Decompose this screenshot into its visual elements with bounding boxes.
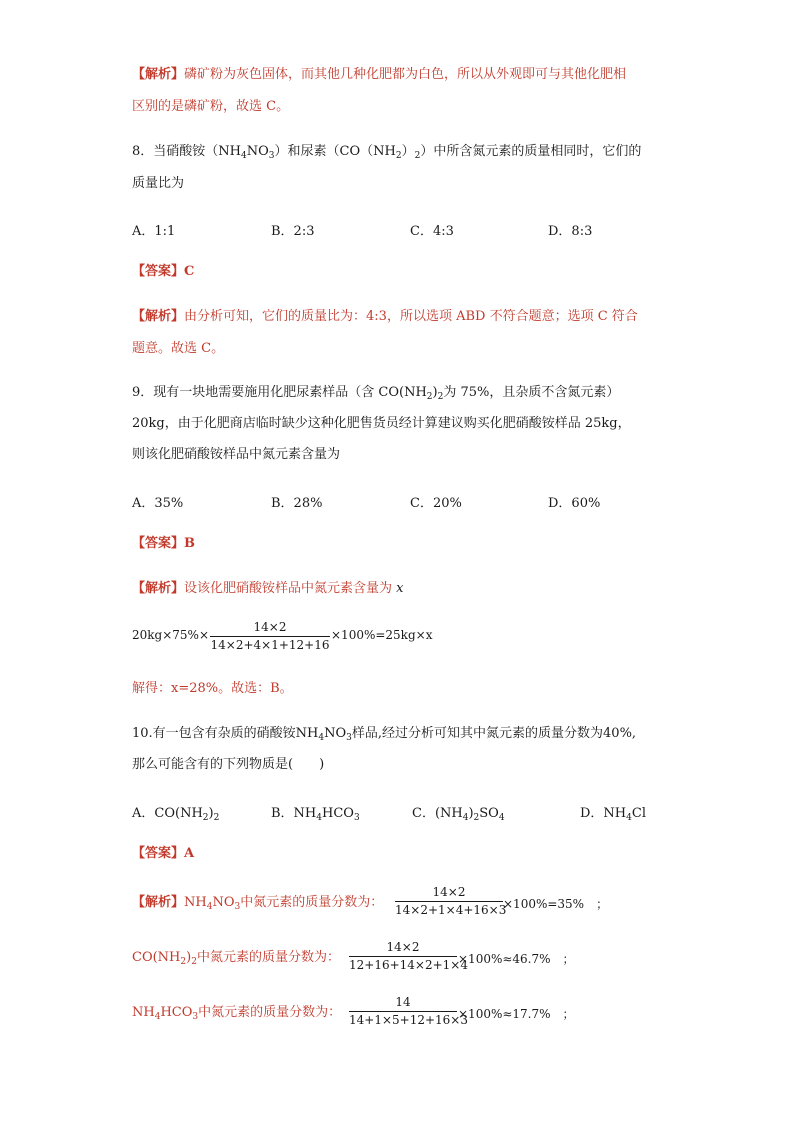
q8-analysis-line2: 题意。故选 C。 — [132, 341, 225, 356]
q9-option-a[interactable]: A．35% — [132, 496, 184, 511]
q10-option-c[interactable]: C．$(NH_4)_2SO_4$ — [412, 806, 505, 823]
fraction-bar — [395, 901, 503, 902]
q9-stem-line2: 20kg，由于化肥商店临时缺少这种化肥售货员经计算建议购买化肥硝酸铵样品 25kg， — [132, 416, 631, 431]
analysis-label: 【解析】 — [132, 895, 185, 910]
q10-stem-line1: 10.有一包含有杂质的硝酸铵$NH_4NO_3$样品,经过分析可知其中氮元素的质量分数为40%, — [132, 726, 637, 743]
q10-formula2-lead: $CO(NH_2)_2$中氮元素的质量分数为： — [132, 950, 340, 967]
q8-option-b[interactable]: B．2:3 — [271, 224, 315, 239]
q10-formula1-fraction — [395, 885, 507, 918]
q8-analysis-line1: 【解析】由分析可知，它们的质量比为：4:3，所以选项 ABD 不符合题意；选项 C 符合 — [132, 309, 638, 324]
q8-option-d[interactable]: D．8:3 — [548, 224, 593, 239]
q9-answer: 【答案】B — [132, 536, 195, 551]
q8-stem-line1: 8．当硝酸铵$(NH_4NO_3)$和尿素$(CO(NH_2)_2)$中所含氮元素的质量相同时，它们的 — [132, 144, 642, 161]
q9-analysis: 【解析】设该化肥硝酸铵样品中氮元素含量为 x — [132, 581, 404, 596]
q10-stem-line2: 那么可能含有的下列物质是( ) — [132, 757, 325, 772]
q8-option-a[interactable]: A．1:1 — [132, 224, 176, 239]
q9-solve: 解得：x=28%。故选：B。 — [132, 681, 293, 696]
q9-option-b[interactable]: B．28% — [271, 496, 323, 511]
q10-formula3-fraction — [349, 995, 468, 1028]
analysis-label: 【解析】 — [132, 581, 185, 596]
fraction-denominator: 14×2+4×1+12+16 — [210, 638, 330, 652]
q8-answer: 【答案】C — [132, 264, 195, 279]
analysis-label: 【解析】 — [132, 309, 185, 324]
q9-stem-line1: 9．现有一块地需要施用化肥尿素样品（含 $CO(NH_2)_2$为 75%，且杂质不含氮元素） — [132, 385, 620, 402]
q9-option-c[interactable]: C．20% — [410, 496, 462, 511]
fraction-denominator: 14×2+1×4+16×3 — [395, 903, 507, 917]
q10-formula1-lead: 【解析】$NH_4NO_3$中氮元素的质量分数为： — [132, 895, 384, 912]
q9-equation-right: ×100%=25kg×x — [331, 628, 433, 642]
q8-option-c[interactable]: C．4:3 — [410, 224, 454, 239]
q10-formula1-result: ×100%=35% ； — [503, 897, 609, 911]
fraction-numerator: 14 — [395, 995, 411, 1009]
fraction-bar — [349, 956, 457, 957]
q7-analysis-line1 — [132, 67, 626, 83]
fraction-bar — [349, 1011, 457, 1012]
q9-equation-fraction — [210, 620, 330, 653]
analysis-label: 【解析】 — [132, 67, 185, 82]
q10-formula2-result: ×100%≈46.7% ； — [458, 952, 575, 966]
fraction-numerator: 14×2 — [253, 620, 287, 634]
q7-analysis-line2: 区别的是磷矿粉，故选 C。 — [132, 99, 290, 114]
q9-equation-left: 20kg×75%× — [132, 628, 210, 642]
q10-formula2-fraction — [349, 940, 468, 973]
q7-analysis-text: 磷矿粉为灰色固体，而其他几种化肥都为白色，所以从外观即可与其他化肥相 — [184, 67, 627, 82]
fraction-denominator: 14+1×5+12+16×3 — [349, 1013, 468, 1027]
q10-answer: 【答案】A — [132, 846, 195, 861]
fraction-numerator: 14×2 — [386, 940, 420, 954]
fraction-denominator: 12+16+14×2+1×4 — [349, 958, 468, 972]
q10-formula3-lead: $NH_4HCO_3$中氮元素的质量分数为： — [132, 1005, 342, 1022]
fraction-numerator: 14×2 — [432, 885, 466, 899]
q10-formula3-result: ×100%≈17.7% ； — [458, 1007, 575, 1021]
q9-option-d[interactable]: D．60% — [548, 496, 601, 511]
q10-option-d[interactable]: D．$NH_4Cl$ — [580, 806, 646, 823]
q9-stem-line3: 则该化肥硝酸铵样品中氮元素含量为 — [132, 447, 341, 462]
q8-stem-line2: 质量比为 — [132, 176, 185, 191]
fraction-bar — [210, 636, 330, 637]
q10-option-a[interactable]: A．$CO(NH_2)_2$ — [132, 806, 220, 823]
q10-option-b[interactable]: B．$NH_4HCO_3$ — [271, 806, 360, 823]
